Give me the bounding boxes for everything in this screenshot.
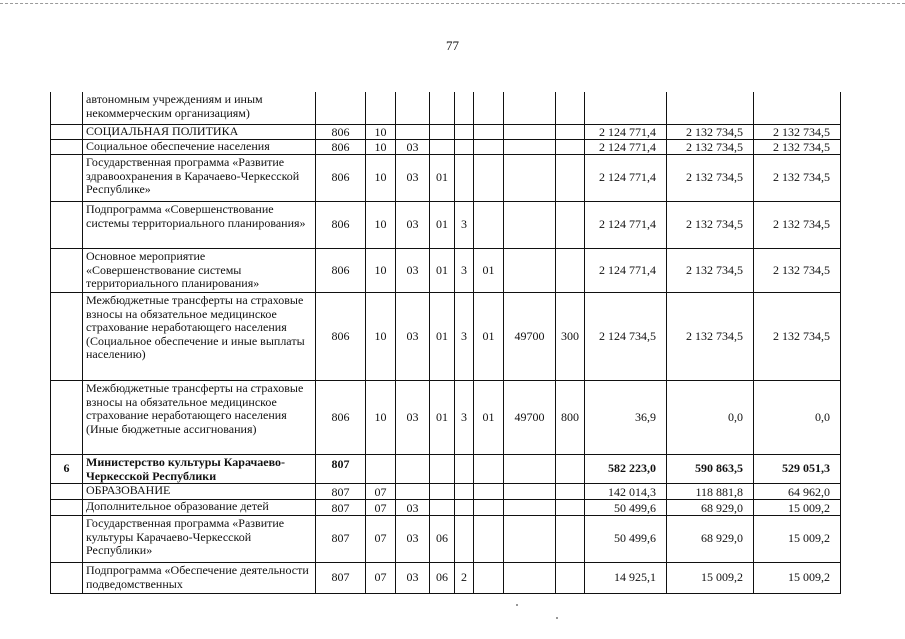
year3-amount-cell: 2 132 734,5 [754,202,841,249]
program-code-cell [430,455,455,484]
section-code-cell: 10 [366,202,396,249]
page-top-border [0,3,905,4]
year2-amount-cell: 2 132 734,5 [667,202,754,249]
expense-type-cell [556,455,585,484]
direction-code-cell [504,500,556,516]
row-number-cell [50,125,83,140]
item-name-cell: ОБРАЗОВАНИЕ [83,484,316,500]
direction-code-cell [504,455,556,484]
year2-amount-cell: 2 132 734,5 [667,125,754,140]
expense-type-cell [556,125,585,140]
program-code-cell [430,484,455,500]
year3-amount-cell: 529 051,3 [754,455,841,484]
section-code-cell: 10 [366,249,396,293]
subprogram-code-cell [455,516,474,563]
event-code-cell: 01 [474,249,504,293]
year3-amount-cell [754,92,841,125]
expense-type-cell [556,92,585,125]
item-name-cell: Межбюджетные трансферты на страховые взносы на обязательное медицинское страхование неработающего населения (Иные бюджетные ассигнования) [83,381,316,455]
section-code-cell [366,92,396,125]
year3-amount-cell: 2 132 734,5 [754,249,841,293]
expense-type-cell: 300 [556,293,585,381]
event-code-cell [474,500,504,516]
year1-amount-cell [585,92,667,125]
year2-amount-cell: 590 863,5 [667,455,754,484]
program-code-cell: 01 [430,293,455,381]
year1-amount-cell: 50 499,6 [585,500,667,516]
year1-amount-cell: 2 124 734,5 [585,293,667,381]
item-name-cell: Дополнительное образование детей [83,500,316,516]
budget-table [50,92,841,594]
section-code-cell: 10 [366,155,396,202]
direction-code-cell [504,155,556,202]
expense-type-cell [556,516,585,563]
year3-amount-cell: 0,0 [754,381,841,455]
year2-amount-cell: 2 132 734,5 [667,140,754,155]
section-code-cell: 07 [366,516,396,563]
expense-type-cell [556,563,585,594]
year1-amount-cell: 2 124 771,4 [585,155,667,202]
direction-code-cell [504,516,556,563]
admin-code-cell: 807 [316,484,366,500]
page-number: 77 [446,38,459,53]
table-row [50,500,841,516]
year2-amount-cell: 2 132 734,5 [667,249,754,293]
table-row [50,516,841,563]
subsection-code-cell: 03 [396,202,430,249]
event-code-cell: 01 [474,381,504,455]
scan-speck [556,617,558,619]
table-row [50,155,841,202]
program-code-cell: 01 [430,249,455,293]
item-name-cell: Министерство культуры Карачаево-Черкесской Республики [83,455,316,484]
year2-amount-cell: 2 132 734,5 [667,293,754,381]
row-number-cell [50,202,83,249]
subsection-code-cell [396,125,430,140]
section-code-cell [366,455,396,484]
program-code-cell: 01 [430,155,455,202]
section-code-cell: 10 [366,125,396,140]
year2-amount-cell: 2 132 734,5 [667,155,754,202]
table-row [50,293,841,381]
year3-amount-cell: 15 009,2 [754,500,841,516]
admin-code-cell: 806 [316,381,366,455]
year3-amount-cell: 2 132 734,5 [754,293,841,381]
year1-amount-cell: 14 925,1 [585,563,667,594]
expense-type-cell: 800 [556,381,585,455]
admin-code-cell: 807 [316,516,366,563]
section-code-cell: 10 [366,140,396,155]
item-name-cell: Подпрограмма «Обеспечение деятельности подведомственных [83,563,316,594]
row-number-cell [50,293,83,381]
subsection-code-cell [396,455,430,484]
item-name-cell: Государственная программа «Развитие культуры Карачаево-Черкесской Республики» [83,516,316,563]
row-number-cell: 6 [50,455,83,484]
subsection-code-cell: 03 [396,140,430,155]
table-row [50,202,841,249]
subprogram-code-cell [455,500,474,516]
subprogram-code-cell: 3 [455,249,474,293]
direction-code-cell [504,249,556,293]
section-code-cell: 10 [366,293,396,381]
subprogram-code-cell [455,455,474,484]
year3-amount-cell: 2 132 734,5 [754,125,841,140]
program-code-cell: 06 [430,563,455,594]
section-code-cell: 10 [366,381,396,455]
scan-speck [516,604,518,606]
year3-amount-cell: 2 132 734,5 [754,155,841,202]
subsection-code-cell: 03 [396,293,430,381]
expense-type-cell [556,484,585,500]
direction-code-cell: 49700 [504,293,556,381]
year3-amount-cell: 15 009,2 [754,563,841,594]
section-code-cell: 07 [366,500,396,516]
program-code-cell: 06 [430,516,455,563]
row-number-cell [50,484,83,500]
row-number-cell [50,516,83,563]
subprogram-code-cell: 3 [455,381,474,455]
expense-type-cell [556,155,585,202]
direction-code-cell [504,484,556,500]
row-number-cell [50,140,83,155]
subprogram-code-cell [455,155,474,202]
admin-code-cell [316,92,366,125]
year2-amount-cell: 68 929,0 [667,516,754,563]
subprogram-code-cell [455,140,474,155]
direction-code-cell [504,140,556,155]
row-number-cell [50,381,83,455]
subprogram-code-cell [455,125,474,140]
year2-amount-cell: 15 009,2 [667,563,754,594]
admin-code-cell: 806 [316,293,366,381]
event-code-cell [474,563,504,594]
table-row [50,92,841,125]
year2-amount-cell: 0,0 [667,381,754,455]
subsection-code-cell: 03 [396,516,430,563]
direction-code-cell [504,125,556,140]
program-code-cell: 01 [430,381,455,455]
item-name-cell: Социальное обеспечение населения [83,140,316,155]
admin-code-cell: 806 [316,249,366,293]
year3-amount-cell: 15 009,2 [754,516,841,563]
section-code-cell: 07 [366,484,396,500]
table-row [50,125,841,140]
year3-amount-cell: 64 962,0 [754,484,841,500]
event-code-cell [474,455,504,484]
direction-code-cell [504,92,556,125]
admin-code-cell: 807 [316,563,366,594]
admin-code-cell: 806 [316,155,366,202]
table-row [50,455,841,484]
event-code-cell: 01 [474,293,504,381]
item-name-cell: Государственная программа «Развитие здравоохранения в Карачаево-Черкесской Республике» [83,155,316,202]
direction-code-cell [504,202,556,249]
year3-amount-cell: 2 132 734,5 [754,140,841,155]
program-code-cell [430,125,455,140]
year1-amount-cell: 2 124 771,4 [585,202,667,249]
item-name-cell: СОЦИАЛЬНАЯ ПОЛИТИКА [83,125,316,140]
subsection-code-cell: 03 [396,500,430,516]
subsection-code-cell: 03 [396,381,430,455]
event-code-cell [474,516,504,563]
year1-amount-cell: 2 124 771,4 [585,249,667,293]
program-code-cell [430,92,455,125]
subprogram-code-cell: 3 [455,293,474,381]
subprogram-code-cell [455,92,474,125]
year1-amount-cell: 36,9 [585,381,667,455]
year1-amount-cell: 2 124 771,4 [585,140,667,155]
program-code-cell [430,500,455,516]
event-code-cell [474,155,504,202]
table-row [50,381,841,455]
year2-amount-cell: 118 881,8 [667,484,754,500]
subsection-code-cell [396,92,430,125]
direction-code-cell [504,563,556,594]
row-number-cell [50,249,83,293]
event-code-cell [474,140,504,155]
expense-type-cell [556,140,585,155]
event-code-cell [474,202,504,249]
subsection-code-cell: 03 [396,563,430,594]
year2-amount-cell: 68 929,0 [667,500,754,516]
program-code-cell [430,140,455,155]
year1-amount-cell: 2 124 771,4 [585,125,667,140]
item-name-cell: Основное мероприятие «Совершенствование системы территориального планирования» [83,249,316,293]
table-row [50,249,841,293]
item-name-cell: Подпрограмма «Совершенствование системы территориального планирования» [83,202,316,249]
event-code-cell [474,125,504,140]
year1-amount-cell: 142 014,3 [585,484,667,500]
admin-code-cell: 807 [316,500,366,516]
admin-code-cell: 806 [316,125,366,140]
row-number-cell [50,500,83,516]
admin-code-cell: 806 [316,202,366,249]
subprogram-code-cell: 3 [455,202,474,249]
subsection-code-cell: 03 [396,155,430,202]
admin-code-cell: 806 [316,140,366,155]
subprogram-code-cell: 2 [455,563,474,594]
expense-type-cell [556,202,585,249]
event-code-cell [474,484,504,500]
admin-code-cell: 807 [316,455,366,484]
expense-type-cell [556,249,585,293]
table-row [50,140,841,155]
item-name-cell: Межбюджетные трансферты на страховые взносы на обязательное медицинское страхование неработающего населения (Социальное обеспечение и иные выплаты населению) [83,293,316,381]
year1-amount-cell: 50 499,6 [585,516,667,563]
table-row [50,563,841,594]
table-row [50,484,841,500]
year2-amount-cell [667,92,754,125]
row-number-cell [50,563,83,594]
row-number-cell [50,92,83,125]
program-code-cell: 01 [430,202,455,249]
subprogram-code-cell [455,484,474,500]
section-code-cell: 07 [366,563,396,594]
event-code-cell [474,92,504,125]
subsection-code-cell: 03 [396,249,430,293]
year1-amount-cell: 582 223,0 [585,455,667,484]
expense-type-cell [556,500,585,516]
item-name-cell: автономным учреждениям и иным некоммерческим организациям) [83,92,316,125]
subsection-code-cell [396,484,430,500]
direction-code-cell: 49700 [504,381,556,455]
row-number-cell [50,155,83,202]
